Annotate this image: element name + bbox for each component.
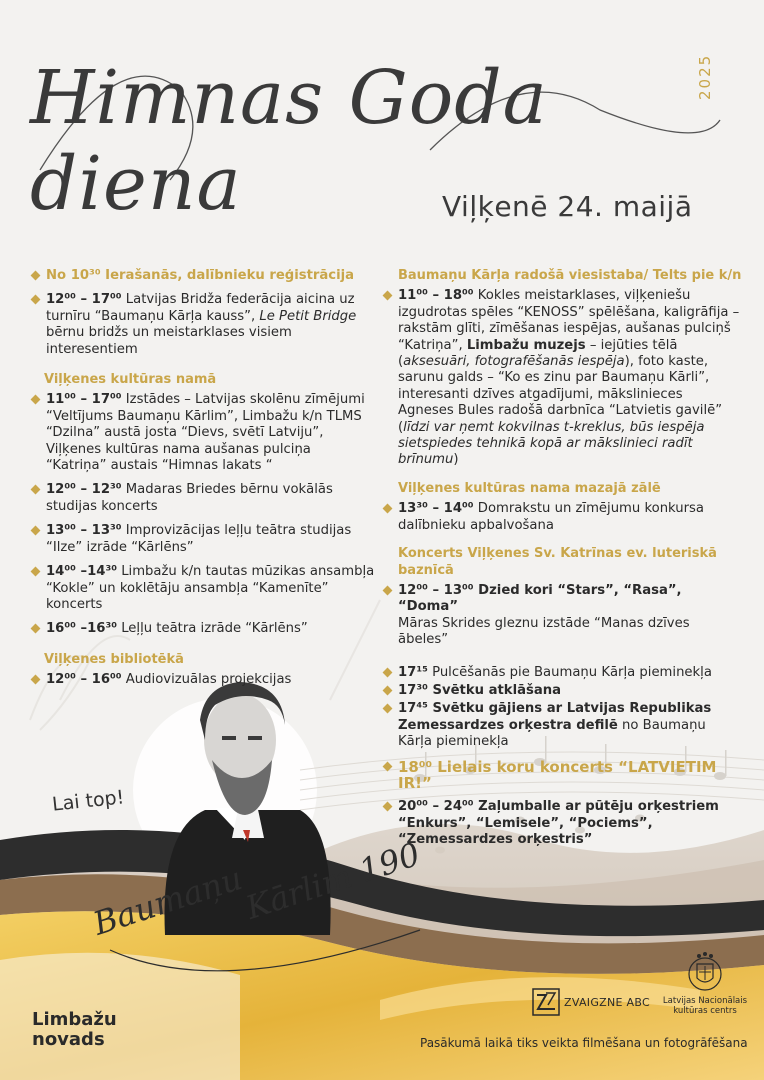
item-bold: Svētku atklāšana	[427, 682, 562, 698]
lnkc-line-2: kultūras centrs	[673, 1006, 737, 1016]
item-time: 20⁰⁰ – 24⁰⁰	[398, 799, 474, 815]
list-item	[30, 672, 375, 688]
footer-notice: Pasākumā laikā tiks veikta filmēšana un fotogrāfēšana	[420, 1036, 748, 1050]
list-item	[382, 683, 742, 699]
logo-line-2: novads	[32, 1029, 105, 1050]
lnkc-label	[660, 996, 750, 1016]
list-item	[30, 292, 375, 358]
list-item	[30, 564, 375, 613]
item-text: Māras Skrides gleznu izstāde “Manas dzīves ābeles”	[398, 615, 690, 648]
item-text: Madaras Briedes bērnu vokālās studijas koncerts	[46, 482, 333, 514]
zvaigzne-abc-logo	[532, 988, 652, 1018]
lnkc-logo	[660, 950, 750, 1020]
list-item	[382, 288, 742, 468]
section-heading: Viļķenes kultūras namā	[44, 372, 217, 388]
signature-line-2: Kārlim 190	[241, 834, 425, 927]
item-text: Izstādes – Latvijas skolēnu zīmējumi “Veltījums Baumaņu Kārlim”, Limbažu k/n TLMS “Dzilna” austā josta “Dievs, svētī Latviju”, Viļķenes kultūras nama aušanas pulciņa “Katriņa” austais “Himnas lakats “	[46, 392, 365, 474]
list-item	[382, 665, 742, 681]
signature-line-1: Baumaņu	[88, 859, 247, 943]
item-time: 12⁰⁰ – 17⁰⁰	[46, 292, 122, 308]
item-time: 12⁰⁰ – 16⁰⁰	[46, 672, 122, 688]
item-time: 13³⁰ – 14⁰⁰	[398, 501, 474, 517]
item-text: Domrakstu un zīmējumu konkursa dalībnieku apbalvošana	[398, 501, 705, 533]
item-text: Limbažu k/n tautas mūzikas ansambļa “Kokle” un koklētāju ansambļa “Kamenīte” koncerts	[46, 564, 375, 612]
list-item	[30, 482, 375, 515]
item-text: no Baumaņu Kārļa pieminekļa	[398, 717, 706, 750]
list-item	[30, 392, 375, 474]
item-time: 14⁰⁰ –14³⁰	[46, 564, 117, 580]
item-text: Ierašanās, dalībnieku reģistrācija	[100, 268, 355, 283]
item-text: bērnu bridžs un meistarklases visiem interesentiem	[46, 325, 292, 357]
year-label: 2025	[696, 53, 714, 100]
item-text: Leļļu teātra izrāde “Kārlēns”	[117, 621, 308, 637]
list-item	[30, 621, 375, 637]
list-item	[30, 268, 375, 284]
lnkc-line-1: Latvijas Nacionālais	[662, 996, 748, 1006]
item-time: 17⁴⁵	[398, 701, 428, 717]
item-text: )	[453, 452, 459, 468]
item-bold: Svētku gājiens ar Latvijas Republikas Zemessardzes orķestra defilē	[398, 701, 712, 733]
item-text: Pulcēšanās pie Baumaņu Kārļa pieminekļa	[427, 664, 712, 680]
item-text: – iejūties tēlā (	[398, 337, 678, 370]
limbazi-novads-logo	[32, 1010, 117, 1050]
item-text: Kokles meistarklases, viļķeniešu izgudrotas spēles “KENOSS” spēlēšana, kaligrāfija – rakstām glīti, zīmēšanas iespējas, aušanas pulciņš “Katriņa”,	[398, 288, 740, 353]
item-text: Lielais koru koncerts “LATVIETIM IR!”	[398, 757, 717, 792]
item-time: 17³⁰	[398, 682, 428, 698]
item-time: 12⁰⁰ – 13⁰⁰	[398, 582, 474, 598]
section-heading: Viļķenes bibliotēkā	[44, 651, 184, 667]
program-left-column	[30, 268, 375, 697]
item-text: Latvijas Bridža federācija aicina uz turnīru “Baumaņu Kārļa kauss”,	[46, 292, 355, 324]
event-subtitle: Viļķenē 24. maijā	[442, 190, 693, 223]
item-time: 13⁰⁰ – 13³⁰	[46, 523, 122, 539]
item-italic: līdzi var ņemt kokvilnas t-kreklus, būs iespēja sietspiedes tehnikā kopā ar mākslinieci radīt brīnumu	[398, 419, 705, 468]
item-bold: Zaļumballe ar pūtēju orķestriem “Enkurs”, “Lemisele”, “Pociems”, “Zemessardzes orķestris”	[398, 799, 719, 848]
item-time: 16⁰⁰ –16³⁰	[46, 621, 117, 637]
list-item	[30, 523, 375, 556]
page-title: Himnas Goda diena	[30, 55, 548, 227]
item-italic: aksesuāri, fotografēšanās iespēja	[403, 354, 625, 370]
item-time: 12⁰⁰ – 12³⁰	[46, 482, 122, 498]
section-heading: Baumaņu Kārļa radošā viesistaba/ Telts pie k/n	[398, 268, 742, 283]
logo-line-1: Limbažu	[32, 1009, 117, 1030]
item-time: 17¹⁵	[398, 664, 428, 680]
list-item	[382, 701, 742, 750]
item-time: No 10³⁰	[46, 268, 101, 283]
coat-of-arms-icon	[683, 950, 727, 994]
item-time: 18⁰⁰	[398, 757, 433, 776]
item-italic: Le Petit Bridge	[259, 308, 357, 324]
item-text: ), foto kaste, sarunu galds – “Ko es zinu par Baumaņu Kārli”, interesanti dzīves atgadījumi, mākslinieces Agneses Bules radošā darbnīca “Latvietis gavilē” (	[398, 354, 723, 435]
zvaigzne-label: ZVAIGZNE ABC	[564, 996, 651, 1009]
item-bold: Dzied kori “Stars”, “Rasa”, “Doma”	[398, 582, 682, 615]
item-text: Improvizācijas leļļu teātra studijas “Ilze” izrāde “Kārlēns”	[46, 523, 352, 555]
zvaigzne-icon	[532, 988, 560, 1016]
item-bold: Limbažu muzejs	[466, 337, 586, 353]
list-item	[382, 501, 742, 534]
list-item	[382, 583, 742, 649]
item-time: 11⁰⁰ – 17⁰⁰	[46, 392, 122, 408]
item-time: 11⁰⁰ – 18⁰⁰	[398, 288, 474, 304]
section-heading: Viļķenes kultūras nama mazajā zālē	[398, 480, 661, 496]
lai-top-caption: Lai top!	[51, 786, 126, 816]
section-heading: Koncerts Viļķenes Sv. Katrīnas ev. luteriskā baznīcā	[398, 546, 717, 578]
item-text: Audiovizuālas projekcijas	[121, 672, 292, 688]
